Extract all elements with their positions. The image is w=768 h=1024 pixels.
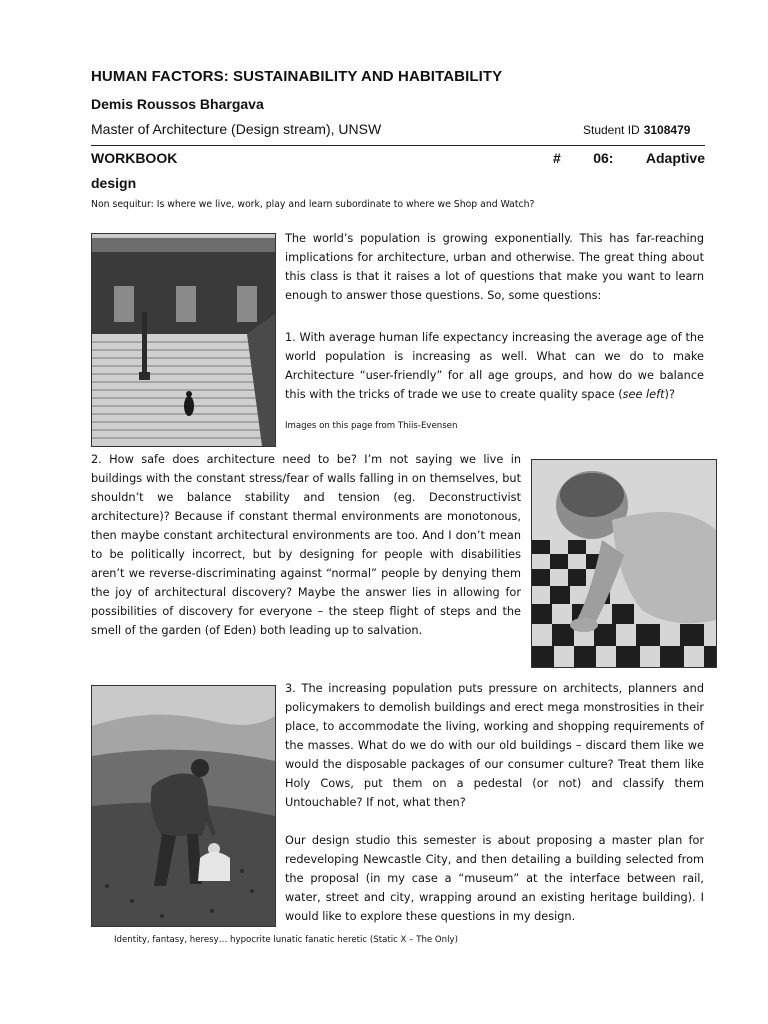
header-divider (91, 145, 705, 146)
steps-photo-image (92, 234, 275, 446)
question-3: 3. The increasing population puts pressure on architects, planners and policymakers to demolish buildings and erect mega monstrosities in their place, to accommodate the living, working and shopping requirements of the masses. What do we do with our old buildings – discard them like we would the disposable packages of our consumer culture? Treat them like Holy Cows, put them on a pedestal (or not) and classify them Untouchable? If not, what then? (285, 682, 704, 809)
hillside-photo-image (92, 686, 275, 926)
studio-paragraph: Our design studio this semester is about proposing a master plan for redeveloping Newcastle City, and then detailing a building selected from the proposal (in my case a “museum” at the interface between rail, water, street and city, wrapping around an existing heritage building). I would like to explore these questions in my design. (285, 834, 704, 923)
non-sequitur: Non sequitur: Is where we live, work, play and learn subordinate to where we Shop and Watch? (91, 199, 535, 210)
workbook-number (553, 150, 705, 166)
workbook-hash: # (553, 150, 561, 166)
child-photo (531, 459, 717, 668)
question-1-emphasis: see left (622, 388, 665, 401)
images-source-caption: Images on this page from Thiis-Evensen (285, 421, 458, 431)
workbook-num: 06: (593, 150, 614, 166)
child-photo-image (532, 460, 716, 667)
author-name: Demis Roussos Bhargava (91, 96, 264, 112)
document-title: HUMAN FACTORS: SUSTAINABILITY AND HABITABILITY (91, 68, 503, 85)
degree-program: Master of Architecture (Design stream), UNSW (91, 121, 382, 137)
hillside-photo (91, 685, 276, 927)
workbook-topic-continued: design (91, 175, 137, 191)
student-id-label: Student ID (583, 123, 640, 137)
question-2: 2. How safe does architecture need to be? I’m not saying we live in buildings with the constant stress/fear of walls falling in on themselves, but shouldn’t we balance stability and tension (eg. Deconstructivist architecture)? Because if constant thermal environments are monotonous, then maybe constant architectural environments are too. And I don’t mean to be politically incorrect, but by designing for people with disabilities aren’t we reverse-discriminating against “normal” people by denying them the joy of architectural discovery? Maybe the answer lies in allowing for possibilities of discovery for everyone – the steep flight of steps and the smell of the garden (of Eden) both leading up to salvation. (91, 453, 521, 637)
steps-photo (91, 233, 276, 447)
question-1-end: )? (664, 388, 675, 401)
bottom-caption: Identity, fantasy, heresy… hypocrite lunatic fanatic heretic (Static X – The Only) (114, 935, 458, 945)
student-id (583, 123, 690, 137)
question-1 (285, 328, 704, 404)
intro-paragraph: The world’s population is growing exponentially. This has far-reaching implications for architecture, urban and otherwise. The great thing about this class is that it raises a lot of questions that make you want to learn enough to answer those questions. So, some questions: (285, 232, 704, 302)
question-1-text: 1. With average human life expectancy increasing the average age of the world population is increasing as well. What can we do to make Architecture “user-friendly” for all age groups, and how do we balance this with the tricks of trade we use to create quality space ( (285, 331, 704, 401)
workbook-topic: Adaptive (645, 150, 705, 166)
student-id-value: 3108479 (643, 123, 691, 137)
workbook-label: WORKBOOK (91, 150, 178, 166)
